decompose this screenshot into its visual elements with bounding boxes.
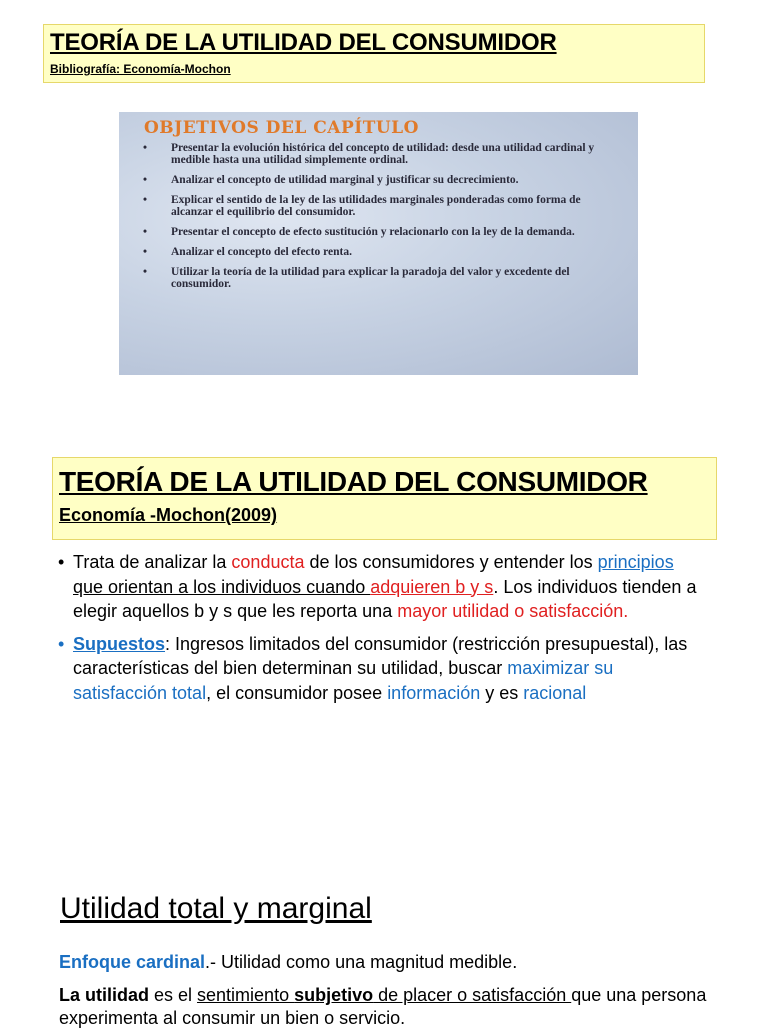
source-line: Economía -Mochon(2009) <box>59 505 278 525</box>
highlight-adquieren: adquieren b y s <box>370 576 494 597</box>
title-box-1 <box>43 24 705 83</box>
highlight-conducta: conducta <box>231 552 305 572</box>
title-box-2 <box>52 457 717 540</box>
bullet-icon: • <box>143 266 148 278</box>
bullet-icon: • <box>58 552 65 572</box>
bullet-icon: • <box>143 246 148 258</box>
objective-item: • Explicar el sentido de la ley de las utilidades marginales ponderadas como forma de alcanzar el equilibrio del consumidor. <box>143 194 581 218</box>
bullet-icon: • <box>143 194 148 206</box>
objectives-heading: OBJETIVOS DEL CAPÍTULO <box>144 118 419 138</box>
bibliography-line: Bibliografía: Economía-Mochon <box>50 62 231 76</box>
term-enfoque-cardinal: Enfoque cardinal <box>59 952 206 972</box>
objective-item: • Analizar el concepto de utilidad marginal y justificar su decrecimiento. <box>143 174 519 186</box>
label-supuestos: Supuestos <box>73 633 166 654</box>
highlight-informacion: información <box>387 682 481 703</box>
highlight-racional: racional <box>523 682 587 703</box>
objectives-list <box>141 142 625 298</box>
bullet-icon: • <box>143 174 148 186</box>
chapter-objectives-image <box>119 112 638 375</box>
bullet-supuestos: • Supuestos: Ingresos limitados del consumidor (restricción presupuestal), las características del bien determinan su utilidad, buscar maximizar su satisfacción total, el consumidor posee información y es racional <box>58 633 688 703</box>
highlight-principios: principios <box>597 552 674 572</box>
term-la-utilidad: La utilidad <box>59 985 149 1005</box>
bullet-icon: • <box>58 633 65 654</box>
objective-item: • Presentar la evolución histórica del concepto de utilidad: desde una utilidad cardinal y medible hasta una utilidad simplemente ordinal. <box>143 142 595 166</box>
highlight-maximizar: maximizar su satisfacción total <box>73 658 614 703</box>
bullet-conducta: • Trata de analizar la conducta de los consumidores y entender los principios que orientan a los individuos cuando adquieren b y s. Los individuos tienden a elegir aquellos b y s que les reporta una mayor utilidad o satisfacción. <box>58 552 697 621</box>
bullet-list <box>58 550 708 713</box>
section-heading: Utilidad total y marginal <box>60 892 372 925</box>
paragraph-enfoque: Enfoque cardinal.- Utilidad como una magnitud medible. <box>59 952 518 972</box>
paragraph-utilidad: La utilidad es el sentimiento subjetivo de placer o satisfacción que una persona experimenta al consumir un bien o servicio. <box>59 985 707 1028</box>
objective-item: • Presentar el concepto de efecto sustitución y relacionarlo con la ley de la demanda. <box>143 226 575 238</box>
document-title: TEORÍA DE LA UTILIDAD DEL CONSUMIDOR <box>50 29 557 56</box>
highlight-mayor-utilidad: mayor utilidad o satisfacción. <box>397 601 629 621</box>
objective-item: • Utilizar la teoría de la utilidad para explicar la paradoja del valor y excedente del consumidor. <box>143 266 570 290</box>
objective-item: • Analizar el concepto del efecto renta. <box>143 246 352 258</box>
bullet-icon: • <box>143 226 148 238</box>
bullet-icon: • <box>143 142 148 154</box>
section-title: TEORÍA DE LA UTILIDAD DEL CONSUMIDOR <box>59 466 648 497</box>
